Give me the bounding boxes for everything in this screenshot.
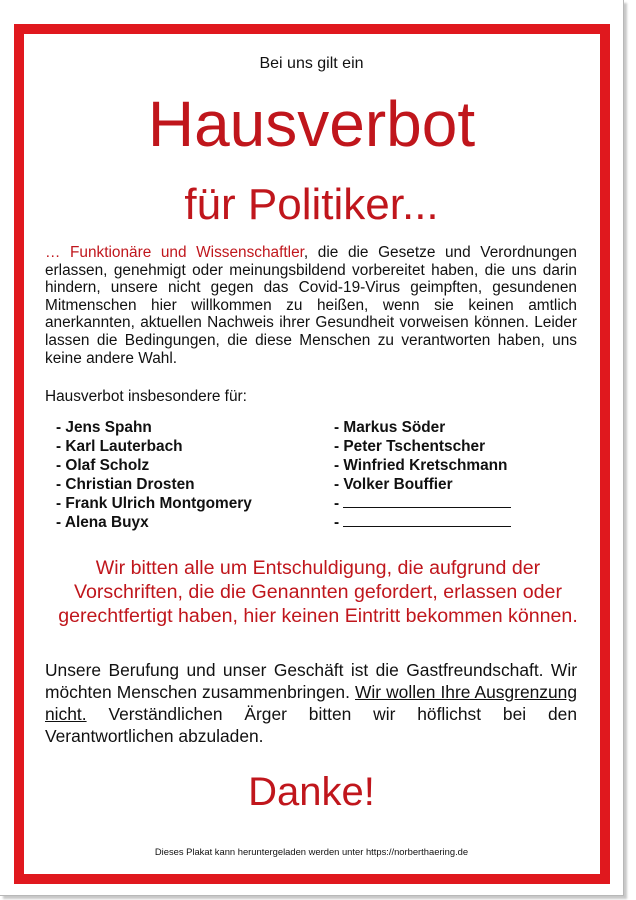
hospitality-text: Unsere Berufung und unser Geschäft ist die Gastfreundschaft. Wir möchten Menschen zusammenbringen. bbox=[45, 660, 577, 702]
blank-prefix: - bbox=[334, 514, 340, 531]
blank-prefix: - bbox=[334, 495, 340, 512]
thanks-heading: Danke! bbox=[248, 770, 375, 814]
download-footer: Dieses Plakat kann heruntergeladen werden unter https://norberthaering.de bbox=[154, 846, 469, 857]
list-item: - Volker Bouffier bbox=[334, 476, 453, 493]
paragraph-highlight: … Funktionäre und Wissenschaftler bbox=[45, 244, 304, 261]
blank-list-item bbox=[334, 494, 511, 513]
intro-line: Bei uns gilt ein bbox=[259, 55, 364, 72]
hospitality-closing: Verständlichen Ärger bitten wir höflichst bei den Verantwortlichen abzuladen. bbox=[45, 704, 578, 746]
list-item: - Jens Spahn bbox=[56, 419, 152, 436]
headline: Hausverbot bbox=[147, 88, 476, 160]
underlined-statement: Wir wollen Ihre Ausgrenzung nicht. bbox=[45, 682, 578, 724]
blank-line bbox=[343, 514, 511, 527]
list-item: - Frank Ulrich Montgomery bbox=[56, 495, 252, 512]
paragraph-explanation bbox=[45, 244, 577, 367]
paragraph-hospitality bbox=[45, 659, 577, 747]
blank-list-item bbox=[334, 513, 511, 532]
list-item: - Peter Tschentscher bbox=[334, 438, 486, 455]
list-item: - Markus Söder bbox=[334, 419, 446, 436]
names-list-left bbox=[56, 418, 252, 532]
apology-text: Wir bitten alle um Entschuldigung, die aufgrund der Vorschriften, die die Genannten gefordert, erlassen oder gerechtfertigt haben, hier keinen Eintritt bekommen können. bbox=[58, 557, 578, 628]
names-list-right bbox=[334, 418, 511, 532]
list-item: - Christian Drosten bbox=[56, 476, 195, 493]
list-item: - Winfried Kretschmann bbox=[334, 457, 508, 474]
paragraph-body: , die die Gesetze und Verordnungen erlassen, genehmigt oder meinungsbildend vorbereitet haben, die uns darin hindern, unsere nicht gegen das Covid-19-Virus geimpften, gesundenen Mitmenschen hier willkommen zu heißen, wenn sie keinen amtlich anerkannten, aktuellen Nachweis ihrer Gesundheit vorweisen können. Leider lassen die Bedingungen, die diese Menschen zu verantworten haben, uns keine andere Wahl. bbox=[45, 244, 577, 367]
list-label: Hausverbot insbesondere für: bbox=[45, 388, 247, 405]
blank-line bbox=[343, 495, 511, 508]
subheadline: für Politiker... bbox=[184, 180, 439, 229]
list-item: - Alena Buyx bbox=[56, 514, 149, 531]
list-item: - Karl Lauterbach bbox=[56, 438, 183, 455]
list-item: - Olaf Scholz bbox=[56, 457, 150, 474]
